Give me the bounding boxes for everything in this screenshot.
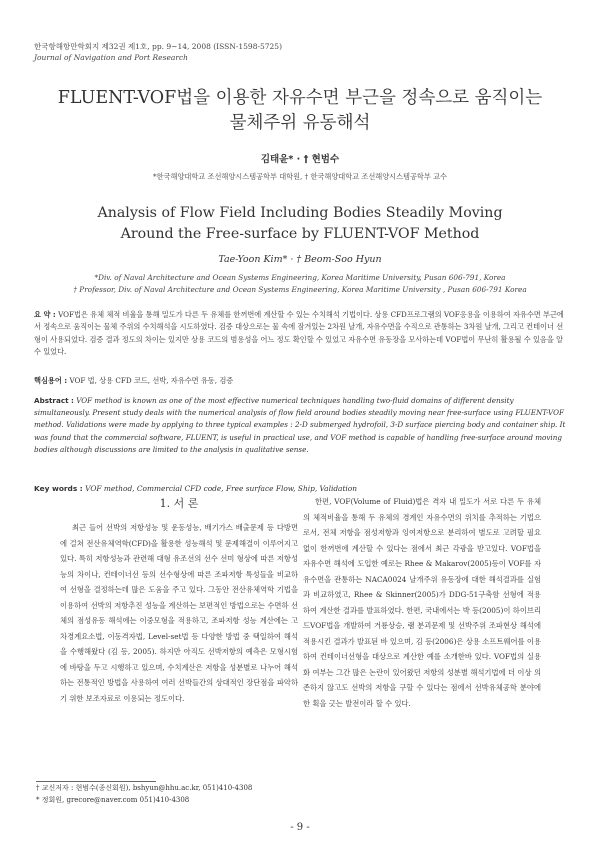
journal-name-en: Journal of Navigation and Port Research [34,53,188,62]
title-english-line1: Analysis of Flow Field Including Bodies Steadily Moving [97,205,503,221]
abstract-korean-text: VOF법은 유체 체적 비율을 통해 밀도가 다른 두 유체를 한꺼번에 계산할 수 있는 수치해석 기법이다. 상용 CFD프로그램의 VOF응용을 이용하여 자유수면 부근에서 정속으로 움직이는 물체 주위의 수치해석을 시도하였다. 검증 대상으로는 물 속에 잠겨있는 2차원 날개, 자유수면을 수직으로 관통하는 3차원 날개, 그리고 컨테이너 선형이 사용되었다. 검증 결과 정도의 차이는 있지만 상용 코드의 범용성을 어느 정도 확인할 수 있었고 자유수면 유동장을 모사하는데 VOF법이 무난히 활용될 수 있음을 알 수 있었다. [34,310,564,357]
abstract-korean-label: 요 약 : [34,310,56,319]
abstract-english-text: VOF method is known as one of the most effective numerical techniques handling two-fluid domains of different density simultaneously. Present study deals with the numerical analysis of flow field around bodies steadily moving near free-surface using FLUENT-VOF method. Validations were made by applying to three typical examples : 2-D submerged hydrofoil, 3-D surface piercing body and container ship. It was found that the commercial software, FLUENT, is useful in practical use, and VOF method is capable of handling free-surface around moving bodies although discussions are limited to the analysis in qualitative sense. [34,396,566,454]
section-heading-introduction: 1. 서 론 [159,497,199,510]
keywords-english-text: VOF method, Commercial CFD code, Free surface Flow, Ship, Validation [85,484,357,493]
title-english-line2: Around the Free-surface by FLUENT-VOF Method [120,226,480,242]
abstract-english [34,395,570,456]
journal-citation: 한국항해항만학회지 제32권 제1호, pp. 9~14, 2008 (ISSN-1598-5725) [34,42,283,51]
authors-english: Tae-Yoon Kim* · † Beom-Soo Hyun [218,254,382,265]
paragraph: 최근 들어 선박의 저항성능 및 운동성능, 배기가스 배출문제 등 다방면에 걸쳐 전산유체역학(CFD)을 활용한 성능해석 및 문제해결이 이루어지고 있다. 특히 저항성능과 관련해 대형 유조선의 선수 선미 형상에 따른 저항성능의 차이나, 컨테이너선 등의 선수형상에 따른 조파저항 특성들을 비교하여 선형을 결정하는데 많은 도움을 주고 있다. 그동안 전산유체역학 기법을 이용하여 선박의 저항추진 성능을 계산하는 보편적인 방법으로는 수면하 선체의 점성유동 해석에는 이중모형을 적용하고, 조파저항 성능 계산에는 고차경계요소법, 이동격자법, Level-set법 등 다양한 방법 중 택일하여 해석을 수행해왔다 (김 등, 2005). 하지만 아직도 선박저항의 예측은 모형시험에 바탕을 두고 시행하고 있으며, 수치계산은 저항을 성분별로 나누어 해석하는 전통적인 방법을 사용하여 여러 선박들간의 상대적인 장단점을 파악하기 위한 보조자료로 이용되는 정도이다. [60,523,298,703]
abstract-korean [34,309,570,359]
affiliation-english-1: *Div. of Naval Architecture and Ocean Systems Engineering, Korea Maritime University, Pusan 606-791, Korea [94,273,506,282]
abstract-english-label: Abstract : [34,396,74,405]
keywords-english [34,484,357,493]
title-korean-line2: 물체주위 유동해석 [229,113,371,133]
affiliation-english-2: † Professor, Div. of Naval Architecture and Ocean Systems Engineering, Korea Maritime University , Pusan 606-791 Korea [73,285,527,294]
page-number: - 9 - [290,822,310,833]
footnote-divider [36,781,156,782]
title-korean-line1: FLUENT-VOF법을 이용한 자유수면 부근을 정속으로 움직이는 [57,88,543,108]
body-column-right [303,494,541,711]
keywords-korean-label: 핵심용어 : [34,376,68,385]
footnote-member: * 정회원, grecore@naver.com 051)410-4308 [36,796,190,804]
paragraph: 한편, VOF(Volume of Fluid)법은 격자 내 밀도가 서로 다른 두 유체의 체적비율을 통해 두 유체의 경계인 자유수면의 위치를 추적하는 기법으로서, 전체 저항을 점성저항과 잉여저항으로 분리하여 별도로 고려할 필요없이 한꺼번에 계산할 수 있다는 점에서 최근 각광을 받고있다. VOF법을 자유수면 해석에 도입한 예로는 Rhee & Makarov(2005)등이 VOF를 자유수면을 관통하는 NACA0024 날개주위 유동장에 대한 해석결과를 실험과 비교하였고, Rhee & Skinner(2005)가 DDG-51구축함 선형에 적용하여 계산한 결과를 발표하였다. 한편, 국내에서는 박 등(2005)이 하이브리드VOF법을 개발하여 거룡상승, 램 분괴문제 및 선박주위 조파현상 해석에 적용시킨 결과가 발표된 바 있으며, 김 등(2006)은 상용 소프트웨어를 이용하여 컨테이너선형을 대상으로 계산한 예를 소개한바 있다. VOF법의 실용화 여부는 그간 많은 논란이 있어왔던 저항의 성분별 해석기법에 더 이상 의존하지 않고도 선박의 저항을 구할 수 있다는 점에서 선박유체공학 분야에 한 획을 긋는 발전이라 할 수 있다. [303,497,541,708]
title-english [0,203,600,245]
keywords-korean [34,376,233,386]
keywords-korean-text: VOF 법, 상용 CFD 코드, 선박, 자유수면 유동, 검증 [69,376,234,385]
footnote-corresponding-author: † 교신저자 : 현범수(종신회원), bshyun@hhu.ac.kr, 051)410-4308 [36,784,253,792]
keywords-english-label: Key words : [34,484,83,493]
title-korean [0,86,600,136]
authors-korean: 김태윤* · † 현범수 [260,154,340,165]
body-column-left [60,520,298,706]
affiliation-korean: *한국해양대학교 조선해양시스템공학부 대학원, † 한국해양대학교 조선해양시스템공학부 교수 [153,172,447,181]
